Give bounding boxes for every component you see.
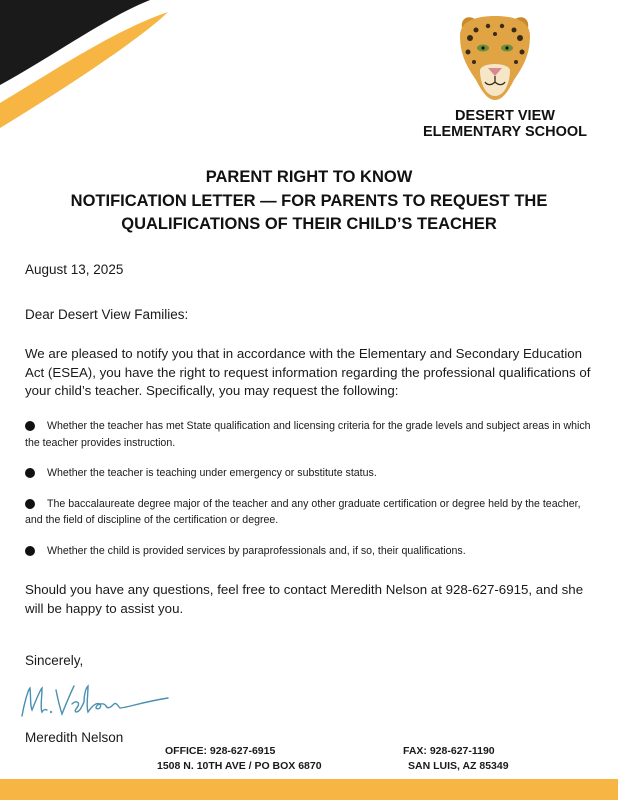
school-name [405,108,605,140]
school-name-line-1: DESERT VIEW [455,108,555,124]
list-item-text: Whether the teacher has met State qualification and licensing criteria for the grade levels and subject areas in which the teacher provides instruction. [25,420,591,449]
title-line-3: QUALIFICATIONS OF THEIR CHILD’S TEACHER [121,215,497,233]
sign-off: Sincerely, [25,653,84,668]
jaguar-logo-icon [456,12,534,104]
footer-fax: FAX: 928-627-1190 [403,745,495,757]
title-line-1: PARENT RIGHT TO KNOW [205,168,413,186]
bullet-dot-icon [25,421,35,431]
list-item [25,543,597,560]
list-item-text: Whether the teacher is teaching under emergency or substitute status. [47,467,377,479]
letter-title [0,166,618,237]
list-item [25,496,597,529]
closing-paragraph: Should you have any questions, feel free to contact Meredith Nelson at 928-627-6915, and she will be happy to assist you. [25,582,584,616]
bullet-dot-icon [25,546,35,556]
signer-name: Meredith Nelson [25,730,124,745]
corner-swoosh-decoration [0,0,200,130]
footer-city: SAN LUIS, AZ 85349 [408,760,509,772]
title-line-2: NOTIFICATION LETTER — FOR PARENTS TO REQUEST THE [70,191,548,210]
intro-paragraph: We are pleased to notify you that in accordance with the Elementary and Secondary Education Act (ESEA), you have the right to request information regarding the professional qualifications of your child’s teacher. Specifically, you may request the following: [25,346,591,398]
list-item [25,418,597,451]
list-item-text: Whether the child is provided services by paraprofessionals and, if so, their qualifications. [47,544,466,557]
rights-list [25,418,597,573]
school-name-line-2: ELEMENTARY SCHOOL [422,124,588,140]
list-item [25,465,597,482]
signature-image [18,676,178,728]
footer-accent-bar [0,779,618,800]
bullet-dot-icon [25,468,35,478]
bullet-dot-icon [25,499,35,509]
letter-greeting: Dear Desert View Families: [25,307,189,322]
footer-address: 1508 N. 10TH AVE / PO BOX 6870 [157,760,322,772]
footer-office-phone: OFFICE: 928-627-6915 [165,745,276,757]
letter-date: August 13, 2025 [25,262,124,277]
list-item-text: The baccalaureate degree major of the teacher and any other graduate certification or degree held by the teacher, and the field of discipline of the certification or degree. [25,497,581,526]
